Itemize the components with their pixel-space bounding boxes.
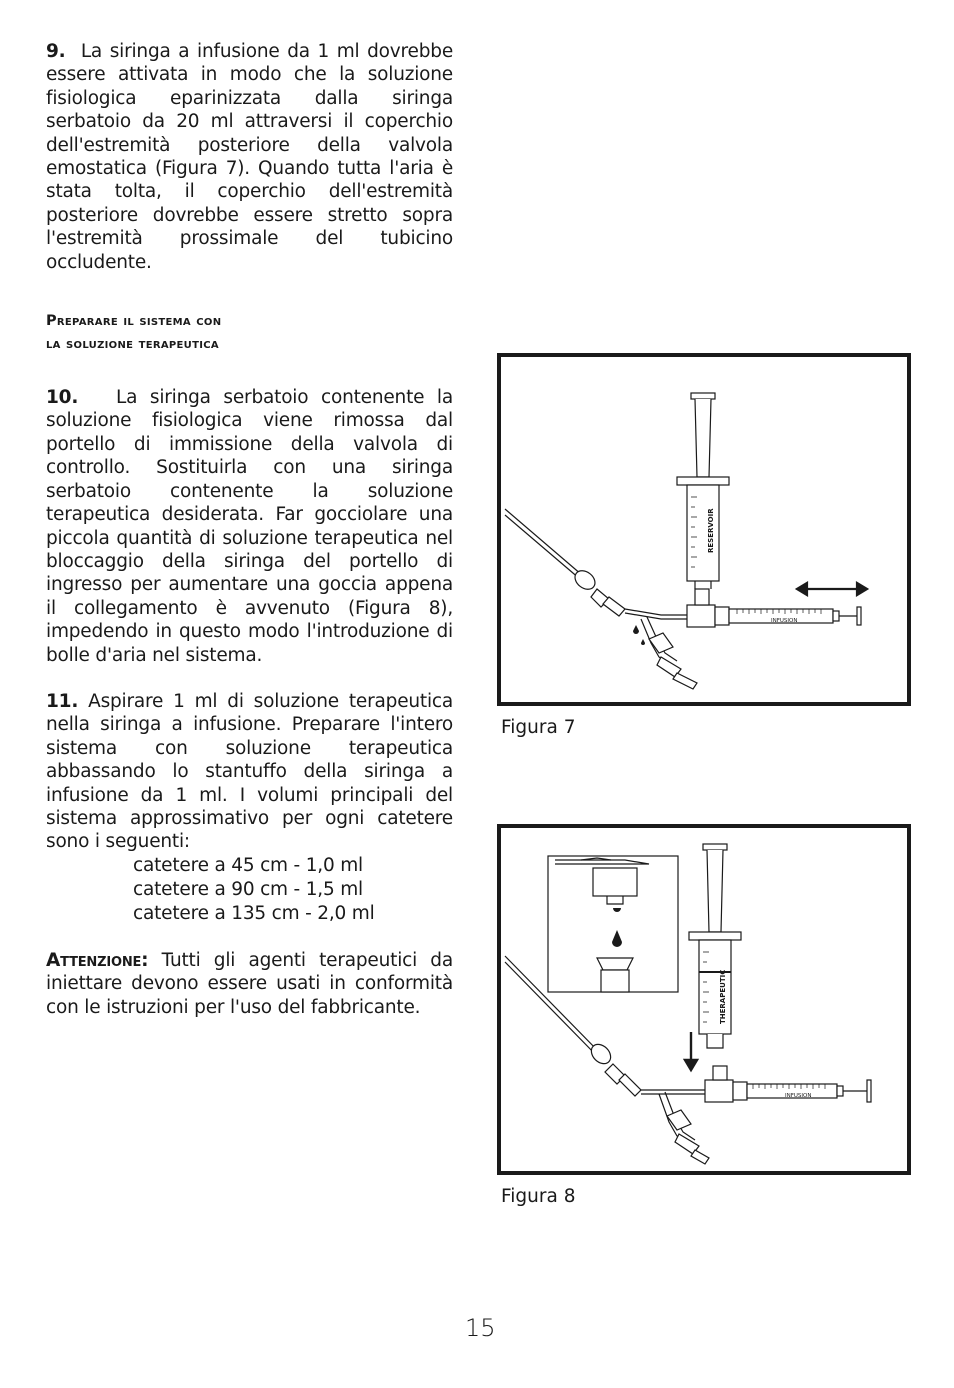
section-heading-line-1: Preparare il sistema con xyxy=(46,313,222,330)
section-heading-line-2: la soluzione terapeutica xyxy=(46,336,219,353)
volume-item: catetere a 45 cm - 1,0 ml xyxy=(133,854,363,876)
text-column xyxy=(46,40,453,1019)
section-heading xyxy=(46,310,453,356)
figure-7 xyxy=(497,353,911,706)
figure-7-illustration xyxy=(501,357,907,702)
step-10-paragraph xyxy=(46,386,453,667)
warning-paragraph xyxy=(46,949,453,1019)
figure-8 xyxy=(497,824,911,1175)
infusion-label: INFUSION xyxy=(771,618,798,624)
reservoir-label: RESERVOIR xyxy=(707,508,715,553)
step-11-number: 11. xyxy=(46,690,79,712)
step-10-number: 10. xyxy=(46,387,79,409)
warning-text: Tutti gli agenti terapeutici da iniettare devono essere usati in conformità con le istruzioni per l'uso del fabbricante. xyxy=(46,949,453,1018)
volume-item: catetere a 90 cm - 1,5 ml xyxy=(133,878,363,900)
warning-label: Attenzione: xyxy=(46,949,149,971)
figure-8-illustration xyxy=(501,828,907,1171)
catheter-volumes-list xyxy=(46,854,453,926)
infusion-label: INFUSION xyxy=(785,1093,812,1099)
step-9-text: La siringa a infusione da 1 ml dovrebbe essere attivata in modo che la soluzione fisiologica eparinizzata dalla siringa serbatoio da 20 ml attraversi il coperchio dell'estremità posteriore della valvola emostatica (Figura 7). Quando tutta l'aria è stata tolta, il coperchio dell'estremità posteriore dovrebbe essere stretto sopra l'estremità prossimale del tubicino occludente. xyxy=(46,41,453,273)
therapeutic-label: THERAPEUTIC xyxy=(719,969,727,1024)
volume-item: catetere a 135 cm - 2,0 ml xyxy=(133,902,375,924)
step-9-paragraph xyxy=(46,40,453,274)
step-11-paragraph xyxy=(46,690,453,854)
step-9-number: 9. xyxy=(46,41,66,62)
figure-8-caption: Figura 8 xyxy=(501,1186,576,1207)
figure-7-caption: Figura 7 xyxy=(501,717,576,738)
page-number: 15 xyxy=(465,1314,496,1342)
step-10-text: La siringa serbatoio contenente la soluzione fisiologica viene rimossa dal portello di immissione della valvola di controllo. Sostituirla con una siringa serbatoio contenente la soluzione terapeutica desiderata. Far gocciolare una piccola quantità di soluzione terapeutica nel bloccaggio della siringa del portello di ingresso per aumentare una goccia appena il collegamento è avvenuto (Figura 8), impedendo in questo modo l'introduzione di bolle d'aria nel sistema. xyxy=(46,387,453,666)
step-11-text: Aspirare 1 ml di soluzione terapeutica nella siringa a infusione. Preparare l'intero sistema con soluzione terapeutica abbassando lo stantuffo della siringa a infusione da 1 ml. I volumi principali del sistema approssimativo per ogni catetere sono i seguenti: xyxy=(46,690,454,853)
